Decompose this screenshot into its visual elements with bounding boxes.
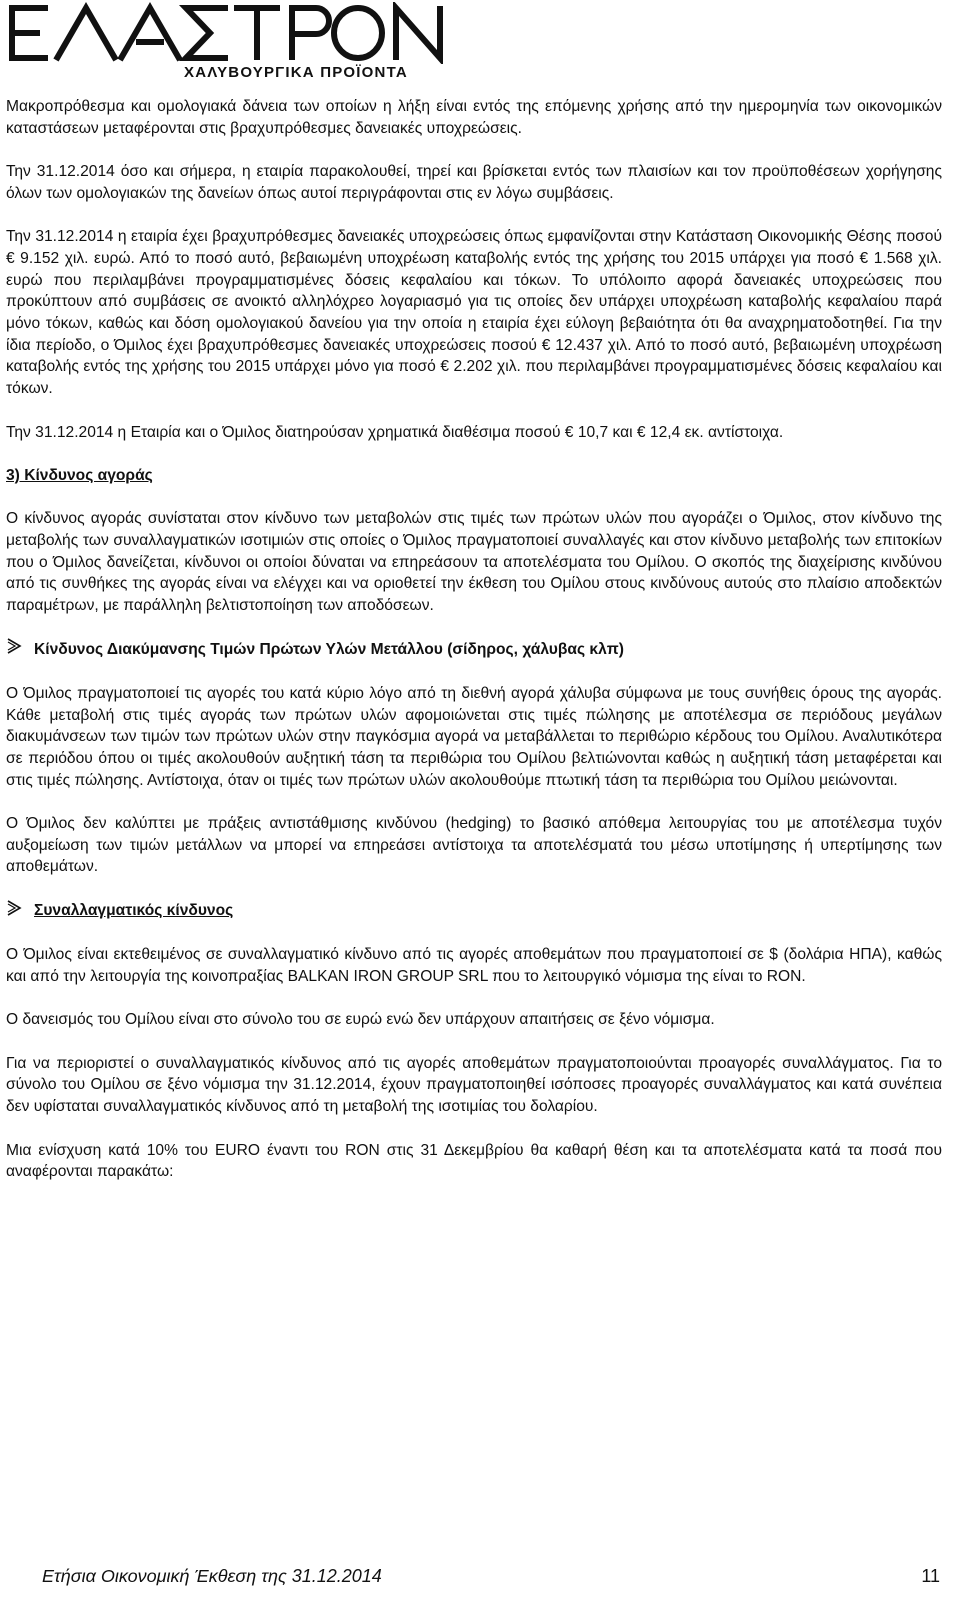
paragraph-short-term-loans: Την 31.12.2014 η εταιρία έχει βραχυπρόθεσμες δανειακές υποχρεώσεις όπως εμφανίζονται στην Κατάσταση Οικονομικής Θέσης ποσού € 9.152 χιλ. ευρώ. Από το ποσό αυτό, βεβαιωμένη υποχρέωση καταβολής εντός της χρήσης του 2015 υπάρχει για ποσό € 1.568 χιλ. ευρώ που περιλαμβάνει προγραμματισμένες δόσεις κεφαλαίου και τόκων. Το υπόλοιπο αφορά δανειακές υποχρεώσεις που προκύπτουν από συμβάσεις σε ανοικτό αλληλόχρεο λογαριασμό για τις οποίες δεν υπάρχει υποχρέωση καταβολής κεφαλαίου παρά μόνο τόκων, καθώς και δόση ομολογιακού δανείου για την οποία η εταιρία έχει εύλογη βεβαιότητα ότι θα αναχρηματοδοτηθεί. Για την ίδια περίοδο, ο Όμιλος έχει βραχυπρόθεσμες δανειακές υποχρεώσεις ποσού € 12.437 χιλ. Από το ποσό αυτό, βεβαιωμένη υποχρέωση καταβολής εντός της χρήσης του 2015 υπάρχει μόνο για ποσό € 2.202 χιλ. που περιλαμβάνει προγραμματισμένες δόσεις κεφαλαίου και τόκων. — [6, 228, 942, 398]
document-body — [6, 96, 942, 1183]
heading-fx-risk-text: Συναλλαγματικός κίνδυνος — [34, 902, 234, 920]
paragraph-forward-purchases: Για να περιοριστεί ο συναλλαγματικός κίνδυνος από τις αγορές αποθεμάτων πραγματοποιούνται προαγορές συναλλάγματος. Για το σύνολο του Ομίλου σε ξένο νόμισμα την 31.12.2014, έχουν πραγματοποιηθεί ισόποσες προαγορές συναλλάγματος και κατά συνέπεια δεν υφίσταται συναλλαγματικός κίνδυνος από τη μεταβολή της ισοτιμίας του δολαρίου. — [6, 1054, 942, 1116]
heading-fx-risk — [6, 900, 942, 923]
page-header — [0, 0, 960, 86]
paragraph-fx-exposure: Ο Όμιλος είναι εκτεθειμένος σε συναλλαγματικό κίνδυνο από τις αγορές αποθεμάτων που πραγματοποιεί σε $ (δολάρια ΗΠΑ), καθώς και από την λειτουργία της κοινοπραξίας BALKAN IRON GROUP SRL που το λειτουργικό νόμισμα της είναι το RON. — [6, 946, 942, 985]
paragraph-long-term-loans: Μακροπρόθεσμα και ομολογιακά δάνεια των οποίων η λήξη είναι εντός της επόμενης χρήσης από την ημερομηνία των οικονομικών καταστάσεων μεταφέρονται στις βραχυπρόθεσμες δανειακές υποχρεώσεις. — [6, 98, 942, 137]
paragraph-cash: Την 31.12.2014 η Εταιρία και ο Όμιλος διατηρούσαν χρηματικά διαθέσιμα ποσού € 10,7 και € 12,4 εκ. αντίστοιχα. — [6, 423, 784, 441]
heading-metal-price-risk — [6, 638, 942, 661]
heading-market-risk: 3) Κίνδυνος αγοράς — [6, 466, 153, 484]
logo-subtitle: ΧΑΛΥΒΟΥΡΓΙΚΑ ΠΡΟΪΟΝΤΑ — [184, 64, 408, 81]
page-number: 11 — [921, 1566, 940, 1586]
paragraph-hedging: Ο Όμιλος δεν καλύπτει με πράξεις αντιστάθμισης κινδύνου (hedging) το βασικό απόθεμα λειτουργίας του με αποτέλεσμα τυχόν αυξομείωση των τιμών μετάλλων να μπορεί να επηρεάσει αντίστοιχα τα αποτελέσματά του μέσω υποτίμησης ή υπερτίμησης των αποθεμάτων. — [6, 815, 942, 876]
paragraph-bond-terms: Την 31.12.2014 όσο και σήμερα, η εταιρία παρακολουθεί, τηρεί και βρίσκεται εντός των πλαισίων και τον προϋποθέσεων χορήγησης όλων των ομολογιακών της δανείων όπως αυτοί περιγράφονται στις εν λόγω συμβάσεις. — [6, 163, 942, 202]
paragraph-borrowing-currency: Ο δανεισμός του Ομίλου είναι στο σύνολο του σε ευρώ ενώ δεν υπάρχουν απαιτήσεις σε ξένο νόμισμα. — [6, 1011, 715, 1029]
heading-metal-price-risk-text: Κίνδυνος Διακύμανσης Τιμών Πρώτων Υλών Μετάλλου (σίδηρος, χάλυβας κλπ) — [34, 640, 624, 658]
page-footer — [42, 1566, 940, 1587]
footer-title: Ετήσια Οικονομική Έκθεση της 31.12.2014 — [42, 1566, 382, 1586]
paragraph-market-risk: Ο κίνδυνος αγοράς συνίσταται στον κίνδυνο των μεταβολών στις τιμές των πρώτων υλών που αγοράζει ο Όμιλος, στον κίνδυνο της μεταβολής των συναλλαγματικών ισοτιμιών στις οποίες ο Όμιλος πραγματοποιεί συναλλαγές και στον κίνδυνο μεταβολής των επιτοκίων που ο Όμιλος δανείζεται, κίνδυνοι οι οποίοι δύναται να επηρεάσουν τα αποτελέσματα του Ομίλου. Ο σκοπός της διαχείρισης κινδύνου από τις συνθήκες της αγοράς είναι να ελέγχει και να οριοθετεί την έκθεση του Ομίλου στους κινδύνους αυτούς στο πλαίσιο αποδεκτών παραμέτρων, με παράλληλη βελτιστοποίηση των αποδόσεων. — [6, 510, 942, 615]
arrow-bullet-icon — [6, 638, 34, 661]
paragraph-euro-strengthening: Μια ενίσχυση κατά 10% του EURO έναντι του RON στις 31 Δεκεμβρίου θα καθαρή θέση και τα αποτελέσματα κατά τα ποσά που αναφέρονται παρακάτω: — [6, 1141, 942, 1181]
arrow-bullet-icon — [6, 900, 34, 923]
paragraph-metal-prices: Ο Όμιλος πραγματοποιεί τις αγορές του κατά κύριο λόγο από τη διεθνή αγορά χάλυβα σύμφωνα με τους συνήθεις όρους της αγοράς. Κάθε μεταβολή στις τιμές αγοράς των πρώτων υλών αφομοιώνεται στις τιμές πώλησης με αποτέλεσμα σε περιόδους μεγάλων διακυμάνσεων των τιμών των πρώτων υλών στην παγκόσμια αγορά να μεταβάλλεται το περιθώριο κέρδους του Ομίλου. Αναλυτικότερα σε περιόδου όπου οι τιμές ακολουθούν αυξητική τάση τα περιθώρια του Ομίλου βελτιώνονται καθώς η αυξητική τάση μεταφέρεται και στις τιμές πώλησης. Αντίστοιχα, όταν οι τιμές των πρώτων υλών ακολουθούμε πτωτική τάση τα περιθώρια του Ομίλου μειώνονται. — [6, 684, 942, 789]
elastron-logo — [4, 2, 456, 64]
